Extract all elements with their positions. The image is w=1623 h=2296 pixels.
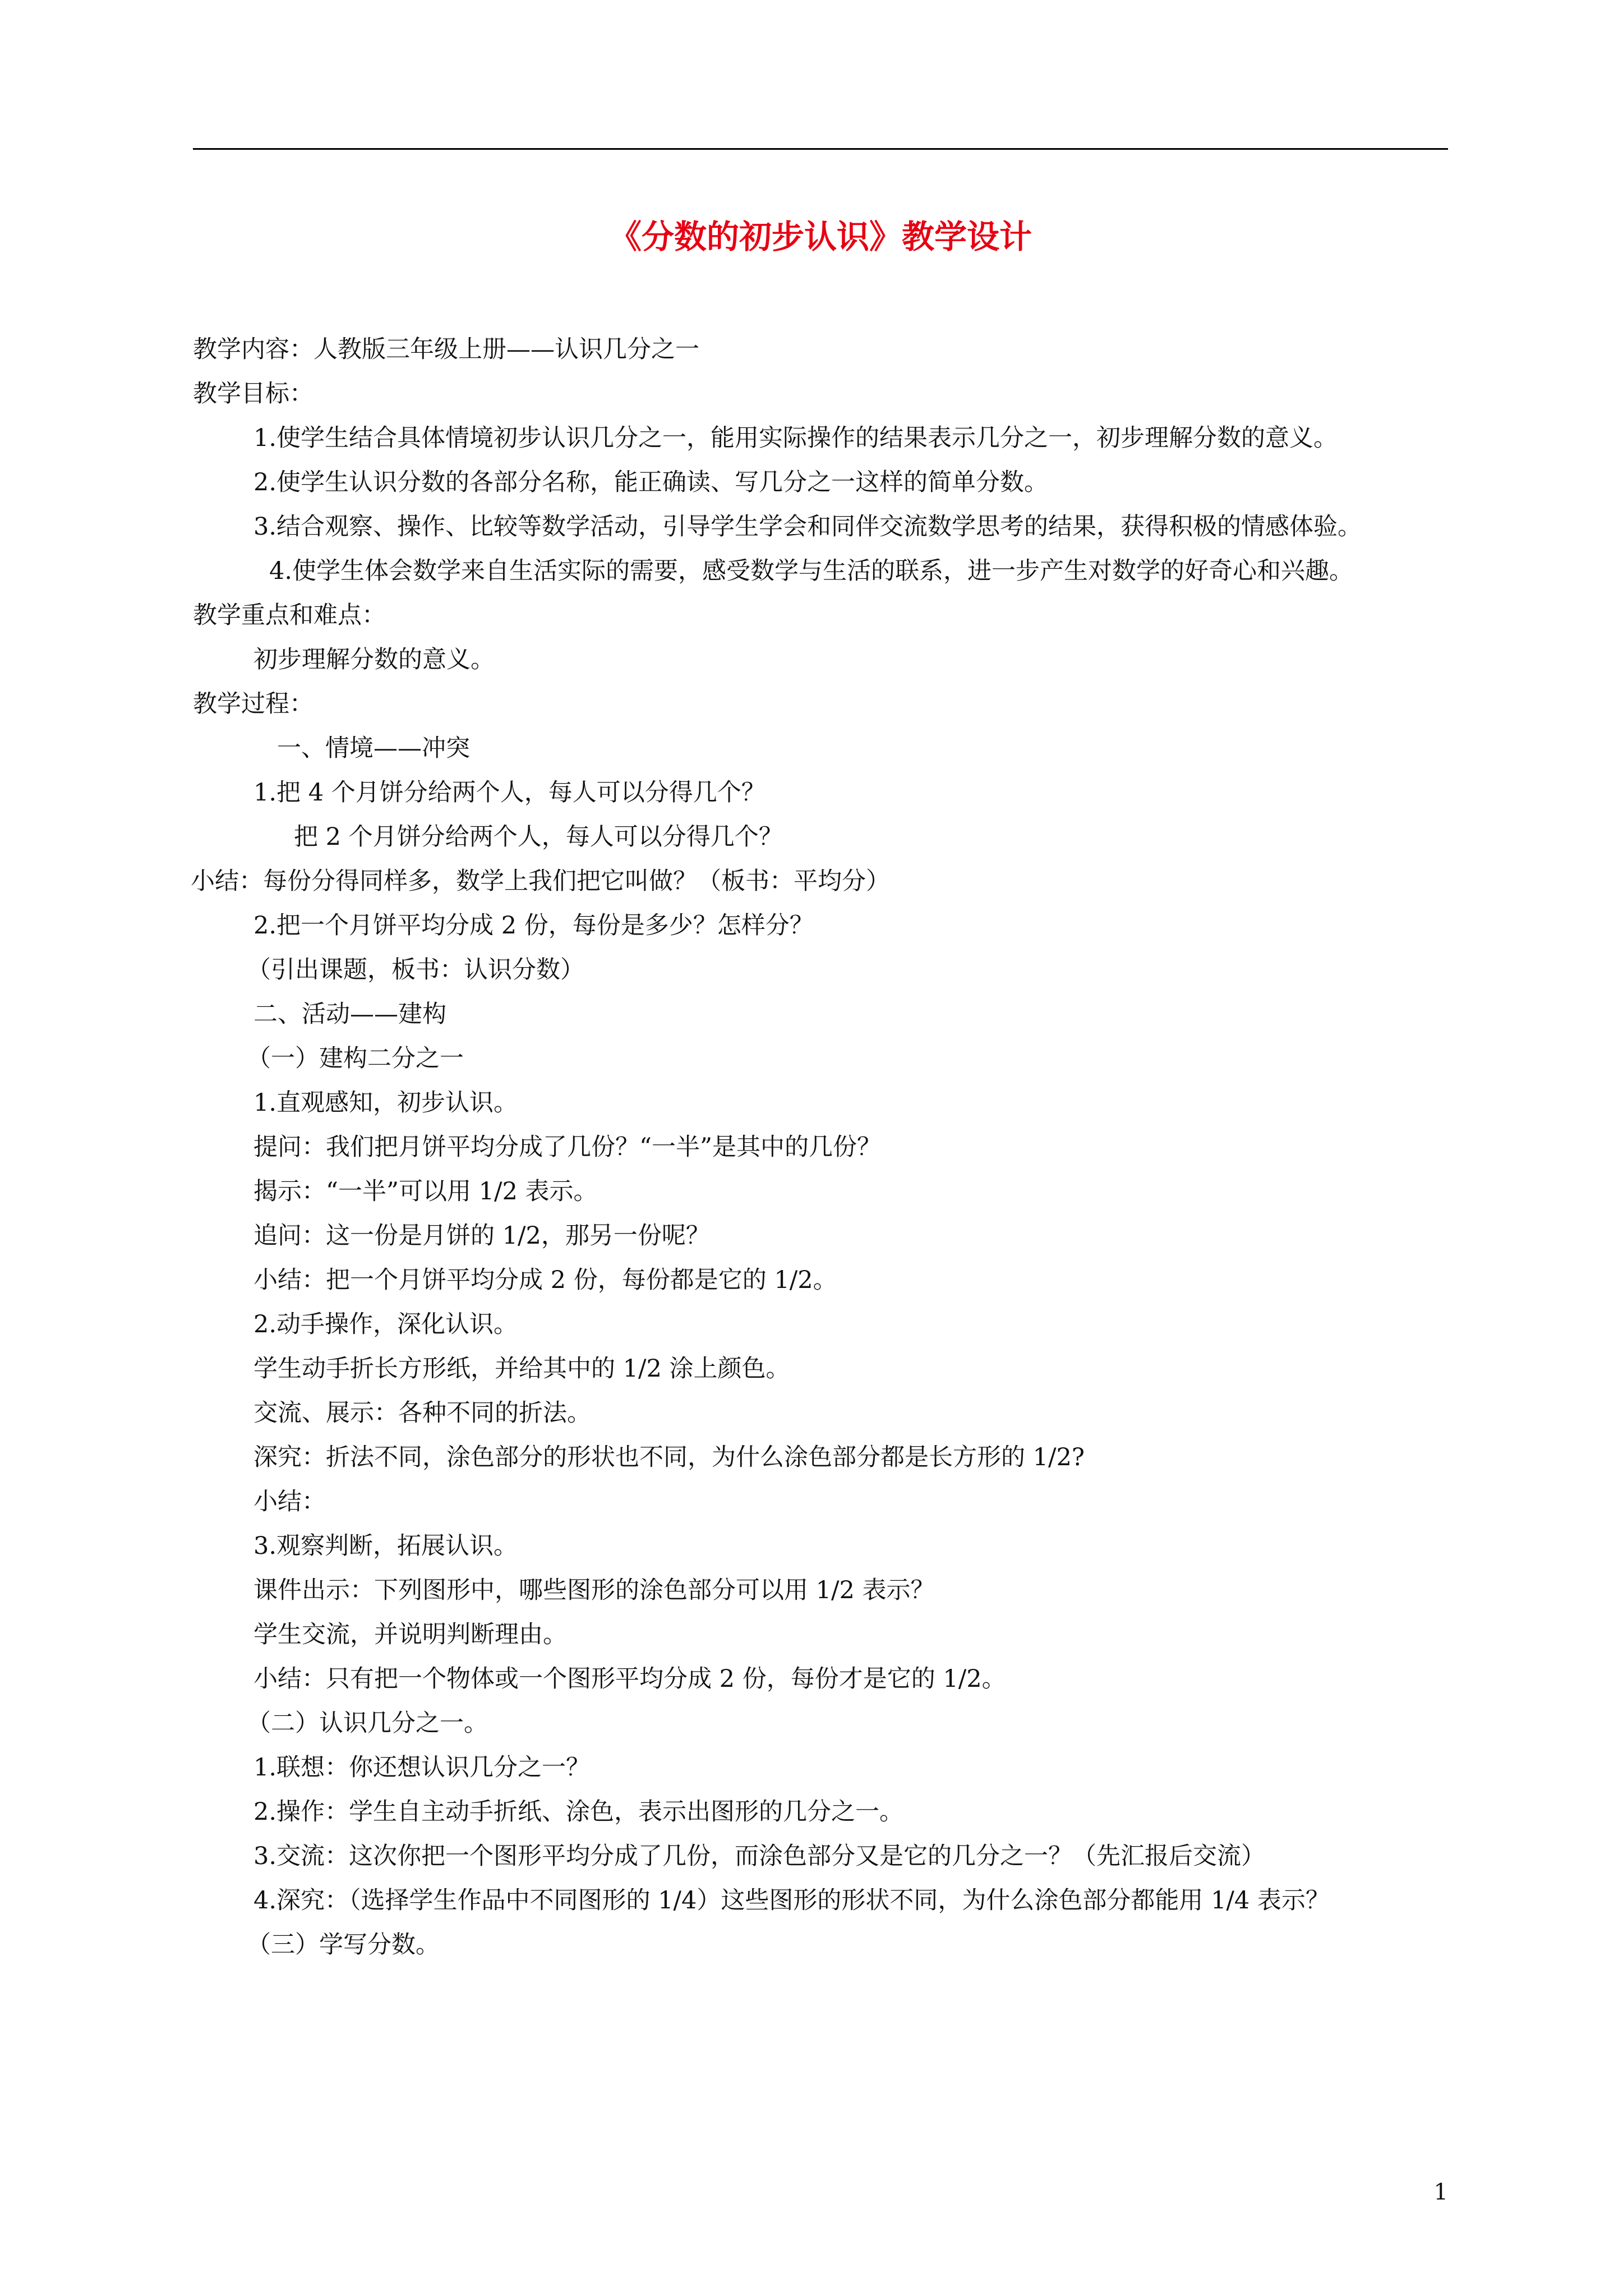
process-step: 1.直观感知，初步认识。 [253, 1089, 518, 1117]
process-step: 小结：只有把一个物体或一个图形平均分成 2 份，每份才是它的 1/2。 [253, 1665, 1006, 1693]
process-step: 2.操作：学生自主动手折纸、涂色，表示出图形的几分之一。 [253, 1798, 904, 1826]
subsection-heading: （二）认识几分之一。 [247, 1709, 488, 1737]
process-step: 课件出示：下列图形中，哪些图形的涂色部分可以用 1/2 表示？ [253, 1576, 935, 1604]
goal-item-1: 1.使学生结合具体情境初步认识几分之一，能用实际操作的结果表示几分之一，初步理解分数的意义。 [253, 424, 1338, 452]
page-number: 1 [1433, 2179, 1448, 2205]
process-step: 1.联想：你还想认识几分之一？ [253, 1754, 591, 1782]
process-step: 小结：把一个月饼平均分成 2 份，每份都是它的 1/2。 [253, 1266, 837, 1294]
goal-item-4: 4.使学生体会数学来自生活实际的需要，感受数学与生活的联系，进一步产生对数学的好奇心和兴趣。 [269, 557, 1354, 585]
process-step: 交流、展示：各种不同的折法。 [253, 1399, 591, 1427]
key-points-heading: 教学重点和难点： [193, 601, 386, 629]
teaching-content-line: 教学内容：人教版三年级上册——认识几分之一 [193, 335, 699, 364]
section-one-heading: 一、情境——冲突 [277, 734, 470, 762]
process-step: 3.观察判断，拓展认识。 [253, 1532, 518, 1560]
goal-item-3: 3.结合观察、操作、比较等数学活动，引导学生学会和同伴交流数学思考的结果，获得积极的情感体验。 [253, 513, 1362, 541]
process-step: 深究：折法不同，涂色部分的形状也不同，为什么涂色部分都是长方形的 1/2? [253, 1443, 1085, 1471]
process-step: 把 2 个月饼分给两个人，每人可以分得几个？ [294, 823, 783, 851]
process-step: 追问：这一份是月饼的 1/2，那另一份呢？ [253, 1222, 710, 1250]
process-step: 3.交流：这次你把一个图形平均分成了几份，而涂色部分又是它的几分之一？（先汇报后交流） [253, 1842, 1266, 1870]
summary-line: 小结：每份分得同样多，数学上我们把它叫做？（板书：平均分） [191, 867, 890, 895]
process-note: （引出课题，板书：认识分数） [247, 956, 584, 984]
process-step: 1.把 4 个月饼分给两个人，每人可以分得几个？ [253, 779, 766, 807]
process-step: 4.深究：（选择学生作品中不同图形的 1/4）这些图形的形状不同，为什么涂色部分都能用 1/4 表示？ [253, 1887, 1330, 1915]
teaching-goals-heading: 教学目标： [193, 380, 313, 408]
process-step: 揭示：“一半”可以用 1/2 表示。 [253, 1177, 598, 1205]
section-two-heading: 二、活动——建构 [253, 1000, 446, 1028]
process-step: 学生动手折长方形纸，并给其中的 1/2 涂上颜色。 [253, 1355, 790, 1383]
process-step: 学生交流，并说明判断理由。 [253, 1621, 567, 1649]
goal-item-2: 2.使学生认识分数的各部分名称，能正确读、写几分之一这样的简单分数。 [253, 468, 1049, 496]
header-rule [193, 148, 1448, 150]
process-step: 提问：我们把月饼平均分成了几份？“一半”是其中的几份？ [253, 1133, 881, 1161]
process-step: 2.把一个月饼平均分成 2 份，每份是多少？怎样分？ [253, 912, 814, 940]
document-body [193, 328, 1448, 1967]
process-step: 2.动手操作，深化认识。 [253, 1310, 518, 1338]
subsection-heading: （一）建构二分之一 [247, 1045, 464, 1073]
subsection-heading: （三）学写分数。 [247, 1931, 440, 1959]
key-points-text: 初步理解分数的意义。 [253, 646, 495, 674]
document-title: 《分数的初步认识》教学设计 [608, 218, 1032, 256]
process-step: 小结： [253, 1488, 326, 1516]
process-heading: 教学过程： [193, 690, 313, 718]
